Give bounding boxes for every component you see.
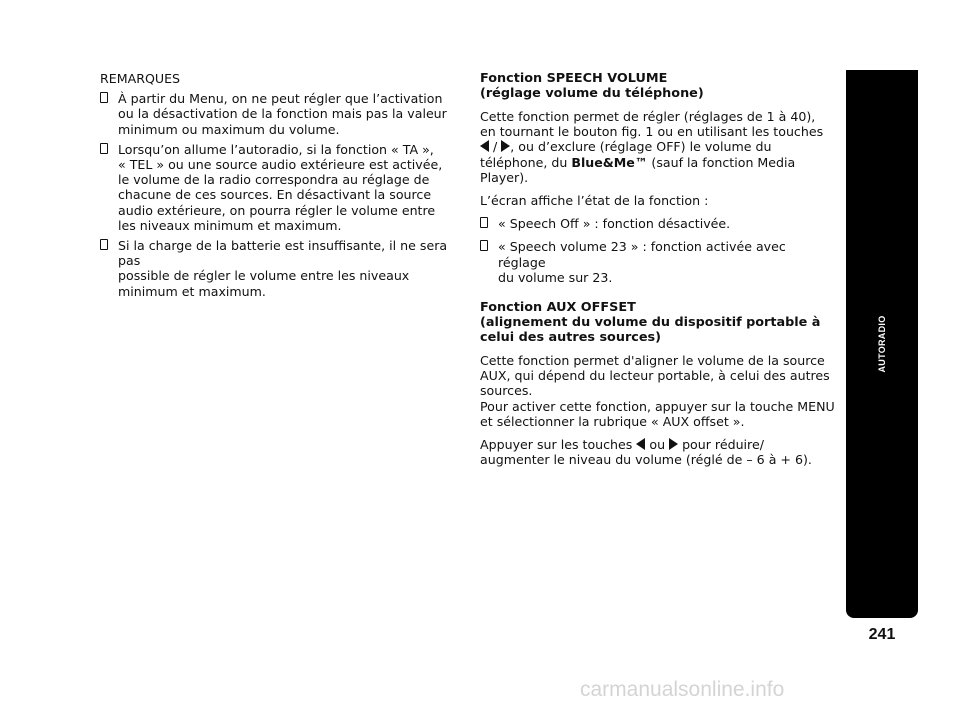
heading-line xyxy=(480,300,836,315)
text-fragment: (sauf la fonction Media xyxy=(647,154,796,170)
arrow-left-icon xyxy=(636,438,645,450)
text-line xyxy=(480,139,836,154)
checkbox-bullet-icon xyxy=(480,217,488,228)
subtitle-text: (alignement du volume du dispositif portable à xyxy=(480,315,821,331)
speech-volume-heading xyxy=(480,71,836,101)
arrow-left-icon xyxy=(480,140,489,152)
remark-bullet-3 xyxy=(100,238,460,299)
text-line: Si la charge de la batterie est insuffisante, il ne sera pas xyxy=(118,238,448,269)
aux-offset-paragraph xyxy=(480,353,836,429)
text-line: « TEL » ou une source audio extérieure est activée, xyxy=(118,157,443,173)
function-name: AUX OFFSET xyxy=(546,300,636,316)
text-fragment: Appuyer sur les touches xyxy=(480,437,637,453)
text-line: augmenter le niveau du volume (réglé de – 6 à + 6). xyxy=(480,452,812,468)
watermark: carmanualsonline.info xyxy=(580,678,785,701)
text-line: Cette fonction permet de régler (réglages de 1 à 40), xyxy=(480,109,816,124)
function-name: SPEECH VOLUME xyxy=(546,71,668,86)
text-line: chacune de ces sources. En désactivant la source xyxy=(118,187,432,203)
section-tab xyxy=(846,70,918,618)
checkbox-bullet-icon xyxy=(480,240,488,251)
aux-offset-heading xyxy=(480,300,836,345)
text-line: ou la désactivation de la fonction mais pas la valeur xyxy=(118,106,447,122)
heading-subtitle xyxy=(480,330,836,345)
arrow-right-icon xyxy=(669,438,678,450)
display-bullet-2 xyxy=(480,239,836,285)
text-fragment: / xyxy=(489,139,502,155)
text-line: sources. xyxy=(480,383,533,399)
checkbox-bullet-icon xyxy=(100,239,108,250)
text-line: « Speech volume 23 » : fonction activée avec réglage xyxy=(498,239,786,270)
text-line: et sélectionner la rubrique « AUX offset ». xyxy=(480,413,745,429)
remarks-title: REMARQUES xyxy=(100,71,181,86)
text-line: Cette fonction permet d'aligner le volume de la source xyxy=(480,353,825,369)
text-fragment: ou xyxy=(645,437,670,453)
text-line: les niveaux minimum et maximum. xyxy=(118,217,342,233)
section-tab-label: AUTORADIO xyxy=(877,315,887,373)
text-line: audio extérieure, on pourra régler le volume entre xyxy=(118,202,436,218)
subtitle-text: celui des autres sources) xyxy=(480,330,661,346)
text-line: Player). xyxy=(480,169,529,185)
remark-bullet-1 xyxy=(100,91,460,137)
heading-line xyxy=(480,71,836,86)
heading-prefix: Fonction xyxy=(480,71,547,86)
display-intro: L’écran affiche l’état de la fonction : xyxy=(480,193,709,209)
remark-bullet-2 xyxy=(100,142,460,233)
text-line: en tournant le bouton fig. 1 ou en utilisant les touches xyxy=(480,124,824,140)
speech-volume-paragraph xyxy=(480,109,836,185)
text-line: du volume sur 23. xyxy=(498,269,613,285)
text-line: le volume de la radio correspondra au réglage de xyxy=(118,172,430,188)
text-line: minimum ou maximum du volume. xyxy=(118,121,340,137)
text-line: Pour activer cette fonction, appuyer sur la touche MENU xyxy=(480,398,835,414)
display-bullet-1 xyxy=(480,216,836,231)
page-number: 241 xyxy=(868,626,896,643)
text-line: possible de régler le volume entre les niveaux xyxy=(118,268,410,284)
text-line: Lorsqu’on allume l’autoradio, si la fonction « TA », xyxy=(118,141,434,157)
checkbox-bullet-icon xyxy=(100,143,108,154)
text-line: « Speech Off » : fonction désactivée. xyxy=(498,216,731,232)
subtitle-text: (réglage volume du téléphone) xyxy=(480,86,704,101)
heading-subtitle xyxy=(480,315,836,330)
aux-offset-instructions xyxy=(480,437,836,467)
text-fragment: pour réduire/ xyxy=(678,437,764,453)
main-column xyxy=(480,71,836,467)
remarks-column xyxy=(100,71,460,299)
text-line: minimum et maximum. xyxy=(118,283,266,299)
text-fragment: , ou d’exclure (réglage OFF) le volume du xyxy=(510,139,772,155)
text-line: AUX, qui dépend du lecteur portable, à celui des autres xyxy=(480,368,830,384)
text-line xyxy=(480,155,836,170)
heading-subtitle xyxy=(480,86,836,101)
text-fragment: téléphone, du xyxy=(480,154,572,170)
brand-name: Blue&Me™ xyxy=(571,154,648,170)
arrow-right-icon xyxy=(501,140,510,152)
text-line xyxy=(480,437,836,452)
text-line: À partir du Menu, on ne peut régler que l’activation xyxy=(118,91,443,107)
heading-prefix: Fonction xyxy=(480,300,547,316)
checkbox-bullet-icon xyxy=(100,92,108,103)
